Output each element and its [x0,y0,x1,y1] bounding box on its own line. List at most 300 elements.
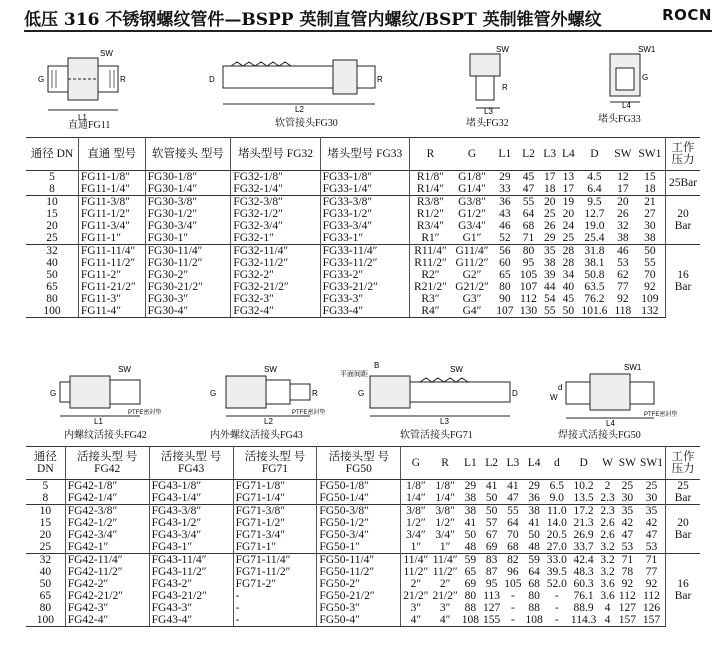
table-cell: FG50-21/2″ [317,590,401,602]
table-cell: 39.5 [546,566,567,578]
fitting-drawing-fg32 [456,44,526,134]
table-cell: FG11-1″ [78,232,145,245]
table-cell: FG33-11/4″ [320,245,409,258]
brand-logo: ROCN [662,6,712,24]
table-cell: 92 [617,293,629,305]
table-cell: 77 [617,281,629,293]
table-cell: 3/4″ [435,529,455,541]
fg50-label-sw1: SW1 [624,363,642,372]
table-cell: 80 [517,245,541,258]
table-cell: R1/4″ [416,183,445,195]
table-cell: 64 [507,517,519,529]
table-cell: FG11-11/4″ [78,245,145,258]
pressure-cell: 16 Bar [666,245,701,318]
table-cell: FG32-1/8″ [231,171,320,184]
table-cell: 45 [562,293,575,305]
table-cell: FG71-11/2″ [233,566,317,578]
table-cell: 5 [26,480,65,493]
fitting-drawing-fg33 [596,44,666,130]
pressure-cell: 20 Bar [666,196,701,245]
fitting-drawing-fg30 [205,48,385,130]
table-cell: 9.0 [549,492,565,504]
table-cell: 127 [483,602,501,614]
table-cell: 3″ [439,602,451,614]
table-cell: 11/2″ [403,566,429,578]
table-cell: 105 [504,578,522,590]
fg11-label-l1: L1 [78,113,87,122]
table-cell: 77 [638,566,666,578]
table-cell: FG11-3/4″ [78,220,145,232]
table-cell: 88.9 [573,602,594,614]
table-cell: FG33-1/4″ [320,183,409,196]
table-cell: 157 [638,614,666,627]
table-cell: 107 [519,281,538,293]
table-row [26,183,700,196]
table-cell: 1/4″ [435,492,455,504]
table-cell: 33.7 [573,541,594,553]
table-cell: FG11-4″ [78,305,145,318]
table-row [26,305,700,318]
table-header-cell: L3 [540,138,559,171]
table-cell: 38 [617,232,629,244]
table-row [26,492,700,505]
table-cell: 4 [604,602,611,614]
table-cell: 35 [617,505,638,518]
fg30-hose-tail-icon [205,48,385,114]
table-cell: FG71-3/8″ [233,505,317,518]
table-cell: R4″ [409,305,451,318]
fg33-cap-icon [596,44,666,108]
table-cell: 52.0 [546,578,567,590]
table-cell: FG11-1/8″ [78,171,145,184]
table-cell: 155 [483,614,501,626]
table-cell: FG30-3″ [145,293,231,305]
table-row [26,281,700,293]
table-cell: 55 [635,257,666,269]
table-cell: 80 [499,281,511,293]
table-cell: FG30-21/2″ [145,281,231,293]
fg33-label-g: G [642,73,649,82]
fg30-label-l2: L2 [295,105,304,114]
table-cell: 68 [522,220,535,232]
table-cell: 32 [26,245,78,258]
table-cell: FG33-1/8″ [320,171,409,184]
fg11-caption: 直通FG11 [68,120,111,131]
table-row [26,505,700,518]
fitting-drawing-fg50 [548,360,688,440]
table-cell: 2.3 [600,492,615,504]
table-cell: FG33-2″ [320,269,409,281]
fg32-caption: 堵头FG32 [466,118,509,129]
table-cell: 55 [502,505,523,518]
table-cell: FG42-3″ [65,602,149,614]
table-cell: 50 [635,245,666,258]
table-cell: FG50-1/8″ [317,480,401,493]
table-cell: 40 [26,566,65,578]
table-cell: FG42-4″ [65,614,149,627]
table-cell: 3.2 [600,554,615,566]
table-cell: 17 [562,183,575,195]
table-cell: 3″ [410,602,422,614]
table-cell: FG71-1/8″ [233,480,317,493]
table-cell: 11/4″ [401,554,431,567]
fg32-label-sw: SW [496,45,509,54]
fg30-caption: 软管接头FG30 [275,118,338,129]
table-cell: 38 [543,257,556,269]
table-cell: 64 [522,208,535,220]
table-header-cell: d [545,447,569,480]
fg32-label-l3: L3 [484,107,493,114]
table-cell: R2″ [421,269,440,281]
table-cell: FG71-11/4″ [233,554,317,567]
table-header-cell: L3 [502,447,523,480]
table-cell: 42 [621,517,634,529]
table-cell: 92 [621,578,634,590]
table-cell: FG33-1/2″ [320,208,409,220]
table-cell: 48 [528,541,540,553]
table-cell: 20 [26,220,78,232]
table-cell: 109 [635,293,666,305]
table-cell: 38 [464,492,477,504]
fg42-union-icon [50,360,170,426]
table-cell: 83 [481,554,502,567]
table-cell: FG42-3/4″ [65,529,149,541]
table-row [26,171,700,184]
table-cell: 126 [638,602,666,614]
table-cell: 19.0 [584,220,605,232]
table-cell: 59 [460,554,481,567]
table-cell: 17 [543,171,556,183]
table-cell: 48 [464,541,477,553]
fg71-label-d: D [512,389,518,398]
fg50-caption: 焊接式活接头FG50 [558,430,641,441]
table-cell: 32 [26,554,65,567]
table-cell: 62 [617,269,629,281]
fg50-weld-union-icon [548,360,688,426]
table-cell: G11/4″ [451,245,493,258]
table-cell: 2.6 [600,529,615,541]
table-cell: FG32-11/2″ [231,257,320,269]
table-cell: 1/8″ [435,480,455,492]
table-header-cell: 堵头型号 FG33 [320,138,409,171]
table-cell: 21.3 [573,517,594,529]
fg71-hose-union-icon [340,360,520,426]
table-cell: 31.8 [578,245,611,258]
table-header-cell: SW [617,447,638,480]
fg33-label-sw1: SW1 [638,45,656,54]
fg42-label-ptfe: PTFE密封垫 [128,410,162,416]
table-cell: 87 [485,566,498,578]
table-cell: - [510,602,515,614]
fitting-drawing-fg43 [204,360,334,440]
table-cell: 25 [621,480,634,492]
spec-table-2 [26,446,700,627]
fg50-label-l4: L4 [606,419,615,426]
table-header-cell: L1 [493,138,517,171]
table-cell: FG32-1/2″ [231,208,320,220]
table-cell: FG33-4″ [320,305,409,318]
table-header-cell: W [598,447,616,480]
table-cell: 20.5 [546,529,567,541]
table-cell: 28 [562,257,575,269]
table-cell: FG33-21/2″ [320,281,409,293]
title-bar [0,0,726,30]
table-cell: 114.3 [570,614,597,626]
table-cell: FG50-3/4″ [317,529,401,541]
fg43-label-l2: L2 [264,417,273,426]
table-row [26,208,700,220]
table-cell: 127 [618,602,636,614]
title-rule [24,30,712,32]
table-cell: 8 [26,183,78,196]
table-cell: 47 [621,529,634,541]
table-cell: 11.0 [545,505,569,518]
table-header-cell: D [569,447,598,480]
fg71-label-flat: 平面间距 [340,371,368,378]
table-cell: 71 [522,232,535,244]
table-cell: 12.7 [584,208,605,220]
table-cell: 44 [543,281,556,293]
table-cell: 157 [618,614,636,626]
table-header-cell: 工作 压力 [666,447,701,480]
table-cell: 100 [26,305,78,318]
table-cell: 53 [617,257,629,269]
table-cell: 80 [528,590,540,602]
table-cell: 13.5 [573,492,594,504]
table-header-cell: 活接头型 号 FG71 [233,447,317,480]
fg43-caption: 内外螺纹活接头FG43 [210,430,303,441]
table-cell: FG42-21/2″ [65,590,149,602]
table-cell: 25 [562,232,575,244]
table-cell: 112 [520,293,537,305]
table-cell: FG33-3/8″ [320,196,409,209]
table-cell: FG30-11/4″ [145,245,231,258]
table-cell: 6.5 [549,480,565,492]
table-cell: 3.6 [600,578,615,590]
table-cell: 43 [499,208,511,220]
table-cell: 52 [499,232,511,244]
table-cell: FG32-3″ [231,293,320,305]
table-cell: FG71-3/4″ [233,529,317,541]
table-cell: - [502,614,523,627]
table-cell: FG33-1″ [320,232,409,245]
table-header-cell: L4 [524,447,545,480]
table-header-cell: SW1 [635,138,666,171]
table-cell: 19 [559,196,578,209]
table-header-cell: 活接头型 号 FG50 [317,447,401,480]
table-cell: 71 [638,554,666,567]
table-cell: 78 [621,566,634,578]
fg71-label-b: B [374,361,380,370]
table-cell: 10 [26,505,65,518]
table-row [26,232,700,245]
table-cell: 45 [522,171,535,183]
table-cell: 29 [528,480,540,492]
table-header-cell: L1 [460,447,481,480]
table-header-cell: D [578,138,611,171]
table-cell: 69 [485,541,498,553]
fg30-label-d: D [209,75,215,84]
table-cell: 70 [507,529,519,541]
table-cell: FG43-11/4″ [149,554,233,567]
table-cell: FG32-4″ [231,305,320,318]
table-cell: 29 [543,232,556,244]
table-header-cell: L4 [559,138,578,171]
table-cell: 1/2″ [435,517,455,529]
table-row [26,602,700,614]
fg42-label-sw: SW [118,365,131,374]
table-cell: 15 [635,171,666,184]
table-row [26,529,700,541]
table-cell: FG11-21/2″ [78,281,145,293]
pressure-cell: 25 Bar [674,480,692,504]
fg71-label-g: G [358,389,365,398]
table-cell: 26 [543,220,556,232]
table-header-cell: L2 [481,447,502,480]
table-cell: 101.6 [578,305,611,318]
table-cell: G11/2″ [455,257,489,269]
table-cell: 46 [499,220,511,232]
table-cell: R3″ [421,293,440,305]
table-cell: - [554,602,559,614]
table-cell: 3/8″ [431,505,460,518]
table-cell: 4″ [401,614,431,627]
table-cell: FG43-4″ [149,614,233,627]
table-cell: FG42-2″ [65,578,149,590]
table-cell: FG30-1″ [145,232,231,245]
table-cell: 9.5 [578,196,611,209]
table-cell: 82 [502,554,523,567]
table-cell: - [233,590,317,602]
table-cell: 3/8″ [401,505,431,518]
table-cell: FG30-1/8″ [145,171,231,184]
table-header-row [26,447,700,480]
table-cell: FG50-11/2″ [317,566,401,578]
fg32-label-r: R [502,83,508,92]
table-cell: G1/4″ [458,183,486,195]
fg42-label-g: G [50,389,57,398]
table-cell: 30 [621,492,634,504]
table-cell: 64 [528,566,540,578]
table-cell: 2″ [439,578,451,590]
table-cell: 1/4″ [406,492,426,504]
table-cell: 41 [528,517,540,529]
table-cell: 47 [522,183,535,195]
table-cell: 25 [638,480,666,493]
table-header-cell: 工作 压力 [666,138,701,171]
table-cell: 60.3 [573,578,594,590]
table-cell: 15 [26,208,78,220]
table-cell: 17 [617,183,629,195]
table-row [26,196,700,209]
table-cell: 33.0 [546,554,567,566]
table-cell: 40 [26,257,78,269]
page-title: 低压 316 不锈钢螺纹管件—BSPP 英制直管内螺纹/BSPT 英制锥管外螺纹 [24,10,602,30]
table-cell: 76.1 [573,590,594,602]
table-cell: FG30-3/4″ [145,220,231,232]
table-cell: 14.0 [546,517,567,529]
table-cell: FG71-1″ [233,541,317,554]
table-cell: G1/8″ [458,171,486,183]
table-cell: 34 [562,269,575,281]
table-header-cell: 软管接头 型号 [145,138,231,171]
table-cell: FG32-11/4″ [231,245,320,258]
table-cell: 2″ [410,578,422,590]
table-cell: 25 [26,232,78,245]
table-cell: FG32-21/2″ [231,281,320,293]
table-cell: FG42-1/8″ [65,480,149,493]
table-cell: 118 [611,305,635,318]
table-cell: 48.3 [573,566,594,578]
table-cell: FG71-2″ [233,578,317,590]
table-cell: 53 [638,541,666,554]
fg33-label-l4: L4 [622,101,631,108]
table-cell: FG30-4″ [145,305,231,318]
table-cell: R3/4″ [416,220,445,232]
table-cell: 12 [617,171,629,183]
table-cell: 65 [26,281,78,293]
table-cell: 11/2″ [432,566,458,578]
fg11-label-sw: SW [100,49,113,58]
table-cell: 100 [26,614,65,627]
table-cell: G3/4″ [458,220,486,232]
fg42-caption: 内螺纹活接头FG42 [64,430,147,441]
table-header-cell: R [409,138,451,171]
table-cell: FG43-1/4″ [149,492,233,505]
table-cell: 42.4 [569,554,598,567]
table-cell: 39 [543,269,556,281]
table-cell: FG43-21/2″ [149,590,233,602]
table-cell: FG32-3/8″ [231,196,320,209]
table-cell: FG33-3″ [320,293,409,305]
table-cell: 36 [528,492,540,504]
table-cell: 29 [464,480,477,492]
fg43-label-ptfe: PTFE密封垫 [292,410,326,416]
table-cell: 50.8 [584,269,605,281]
table-cell: 71 [617,554,638,567]
table-cell: 107 [493,305,517,318]
table-cell: 4 [598,614,616,627]
table-cell: FG43-1/2″ [149,517,233,529]
table-cell: 11/4″ [431,554,460,567]
fg50-label-w: W [550,393,558,402]
pressure-cell: 20 Bar [666,505,701,554]
table-cell: FG11-1/2″ [78,208,145,220]
table-cell: FG42-1″ [65,541,149,554]
table-cell: 25.4 [584,232,605,244]
table-cell: FG11-1/4″ [78,183,145,196]
table-header-cell: G [451,138,493,171]
table-cell: 2.6 [600,517,615,529]
table-cell: 69 [464,578,477,590]
fitting-drawing-fg42 [50,360,170,440]
table-cell: R1″ [421,232,440,244]
fg11-label-r: R [120,75,126,84]
table-cell: FG32-1/4″ [231,183,320,196]
table-cell: G1/2″ [458,208,486,220]
table-cell: 40 [562,281,575,293]
table-cell: FG43-3″ [149,602,233,614]
table-cell: FG71-1/4″ [233,492,317,505]
table-cell: 35 [638,505,666,518]
table-cell: FG43-2″ [149,578,233,590]
table-cell: 13 [562,171,575,183]
table-cell: 113 [483,590,501,602]
table-header-cell: 活接头型 号 FG43 [149,447,233,480]
table-cell: 10.2 [573,480,594,492]
table-cell: FG30-3/8″ [145,196,231,209]
table-cell: G2″ [462,269,482,281]
